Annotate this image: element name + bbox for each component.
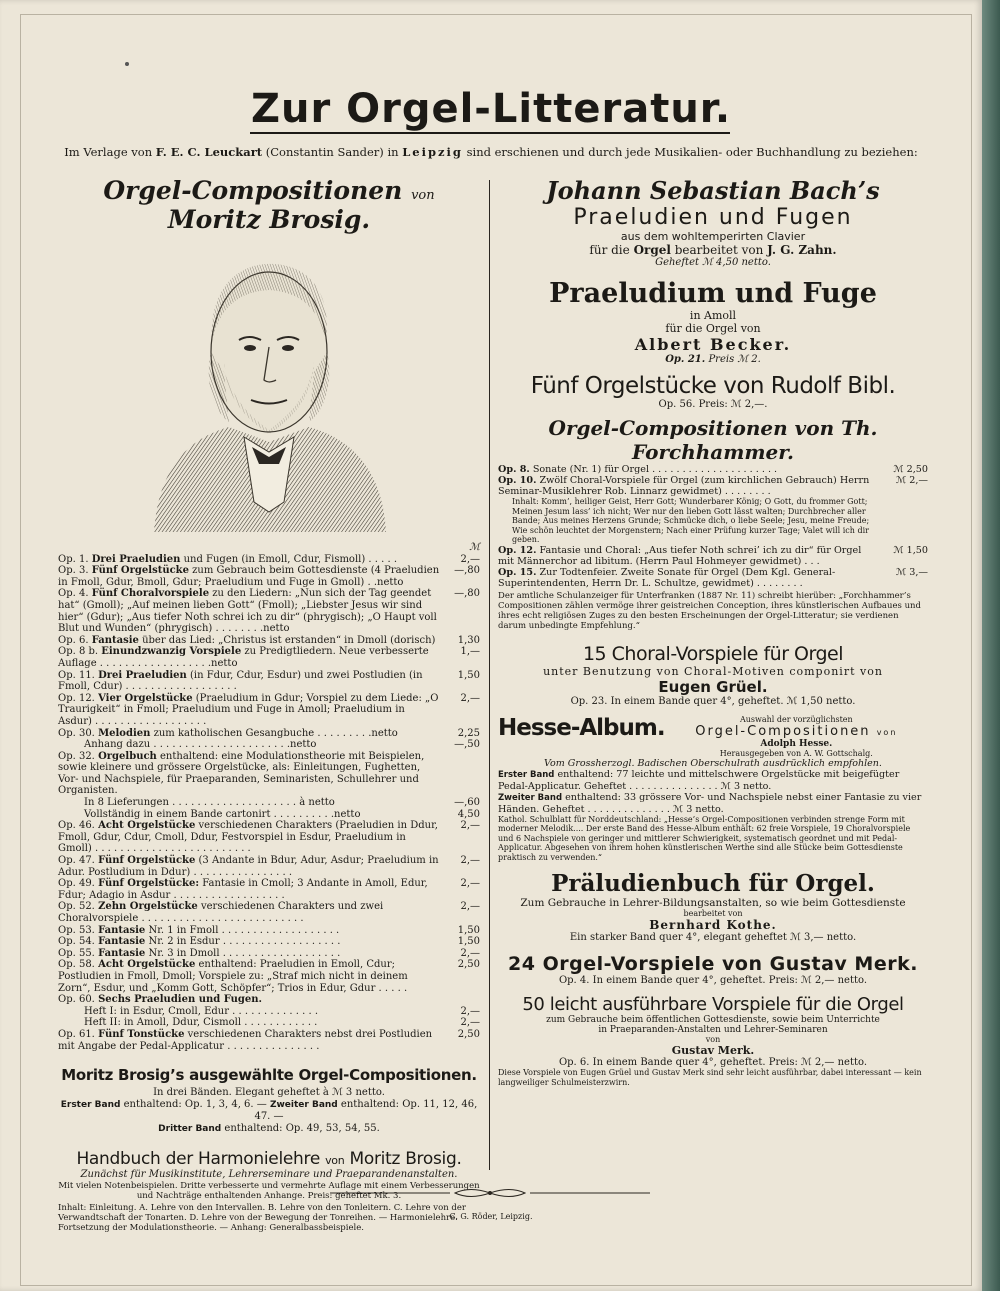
becker-author: Albert Becker. <box>634 335 792 354</box>
right-column <box>498 176 928 1088</box>
hesse-block <box>498 715 928 758</box>
work-desc: Nr. 3 in Dmoll . . . . . . . . . . . . . . . . . . . <box>148 947 341 959</box>
becker-l1: in Amoll <box>689 309 737 322</box>
work-text <box>58 994 440 1006</box>
selected-works-title: Moritz Brosig’s ausgewählte Orgel-Compositionen. <box>61 1066 477 1085</box>
work-opus: Op. 1. <box>58 553 89 565</box>
merk-line: Op. 4. In einem Bande quer 4°, geheftet. Preis: ℳ 2,— netto. <box>558 975 868 986</box>
kothe-l2: bearbeitet von <box>683 909 743 918</box>
forchhammer-item <box>498 475 928 497</box>
work-price: 1,50 <box>457 669 480 681</box>
brosig-work-row <box>58 565 480 588</box>
work-opus: Op. 52. <box>58 901 95 913</box>
forchhammer-title: Orgel-Compositionen von Th. Forchhammer. <box>548 416 878 464</box>
work-desc: Heft I: in Esdur, Cmoll, Edur . . . . . . . . . . . . . . <box>84 1005 318 1017</box>
fifty-note: Diese Vorspiele von Eugen Grüel und Gustav Merk sind sehr leicht ausführbar, dabei interessant — kein langweiliger Schulmeisterzwirn. <box>498 1068 922 1087</box>
work-price: 2,— <box>460 1005 480 1017</box>
selected-band1-label: Erster Band <box>60 1100 121 1111</box>
publisher-intro <box>0 145 982 159</box>
work-text <box>58 728 440 740</box>
work-opus: Op. 58. <box>58 959 95 971</box>
work-desc: enthaltend: Praeludien in Emoll, Cdur; Postludien in Fmoll, Dmoll; Vorspiele zu: „Straf mich nicht in deinem Zorn“, Esdur, und „Komm Gott, Schöpfer“; Trios in Edur, Gdur . . . . . <box>58 959 408 994</box>
forchhammer-desc: Zwölf Choral-Vorspiele für Orgel (zum kirchlichen Gebrauch) Herrn Seminar-Musiklehrer Rob. Linnarz gewidmet) . . . . . . . . <box>498 475 870 497</box>
forchhammer-item-text <box>498 545 880 567</box>
handbuch-inhalt: Inhalt: Einleitung. A. Lehre von den Intervallen. B. Lehre von den Tonleitern. C. Lehre von der Verwandtschaft der Tonarten. D. Lehre von der Bewegung der Tonreihen. — Harmonielehre. Fortsetzung der Modulationstheorie. — Anhang: Generalbassbeispiele. <box>58 1203 466 1234</box>
brosig-work-row <box>58 820 480 855</box>
brosig-portrait-engraving <box>134 242 404 532</box>
hesse-empfehlung: Vom Grossherzogl. Badischen Oberschulrath ausdrücklich empfohlen. <box>544 757 882 769</box>
bach-price: Geheftet ℳ 4,50 netto. <box>655 257 771 268</box>
kothe-author: Bernhard Kothe. <box>649 918 777 932</box>
becker-title: Praeludium und Fuge <box>549 278 877 309</box>
kothe-l1: Zum Gebrauche in Lehrer-Bildungsanstalten, so wie beim Gottesdienste <box>520 897 906 909</box>
work-price: —,60 <box>454 797 480 809</box>
column-divider <box>489 180 490 1170</box>
hesse-review: Kathol. Schulblatt für Norddeutschland: „Hesse’s Orgel-Compositionen verbinden strenge Form mit moderner Melodik.... Der erste Band des Hesse-Album enthält: 62 freie Vorspiele, 19 Choralvorspiele und 6 Nachspiele von geringer und mittlerer Schwierigkeit, systematisch geordnet und mit Pedal-Applicatur. Abgesehen von ihrem hohen künstlerischen Werthe sind alle Stücke beim Gottesdienste praktisch zu verwenden.“ <box>498 814 911 862</box>
work-text <box>58 739 440 751</box>
forchhammer-item-text <box>498 497 880 545</box>
gruel-title: 15 Choral-Vorspiele für Orgel <box>582 642 844 665</box>
work-price: 1,— <box>460 646 480 658</box>
brosig-heading-b: Moritz Brosig. <box>167 205 371 234</box>
work-price: 2,50 <box>457 959 480 971</box>
work-opus: Op. 47. <box>58 855 95 867</box>
forchhammer-item-text <box>498 464 880 475</box>
brosig-work-row <box>58 809 480 821</box>
work-desc: zum Gebrauch beim Gottesdienste (4 Praeludien in Fmoll, Gdur, Bmoll, Gdur; Praeludium und Fuge in Gmoll) . .netto <box>58 565 440 588</box>
hesse-band2 <box>498 792 928 815</box>
hesse-r1: Auswahl der vorzüglichsten <box>739 714 853 724</box>
price-column-mark: ℳ <box>469 542 480 553</box>
work-price: 2,50 <box>457 1028 480 1040</box>
work-price: 2,— <box>460 820 480 832</box>
work-name: Drei Praeludien <box>98 669 187 681</box>
work-opus: Op. 8 b. <box>58 646 99 658</box>
publisher-city: Leipzig <box>402 145 463 159</box>
work-desc: über das Lied: „Christus ist erstanden“ in Dmoll (dorisch) <box>142 634 436 646</box>
forchhammer-desc: Zur Todtenfeier. Zweite Sonate für Orgel (Dem Kgl. General-Superintendenten, Herrn Dr. L. Schultze, gewidmet) . . . . . . . . <box>498 566 836 589</box>
work-price: 1,50 <box>457 924 480 936</box>
publisher-name: F. E. C. Leuckart <box>155 145 263 159</box>
work-desc: (in Fdur, Cdur, Esdur) und zwei Postludien (in Fmoll, Cdur) . . . . . . . . . . . . . . . . . . <box>58 669 423 693</box>
selected-band2-label: Zweiter Band <box>269 1100 338 1111</box>
selected-works-bands-b <box>58 1123 480 1135</box>
selected-band3: enthaltend: Op. 49, 53, 54, 55. <box>221 1123 380 1135</box>
work-price: 2,— <box>460 692 480 704</box>
work-desc: zum katholischen Gesangbuche . . . . . . . . .netto <box>153 727 398 739</box>
work-desc: zu Predigtliedern. Neue verbesserte Auflage . . . . . . . . . . . . . . . . . .netto <box>58 646 429 669</box>
left-column <box>58 176 480 1233</box>
forchhammer-price: ℳ 2,— <box>895 475 928 486</box>
work-name: Fantasie <box>98 936 146 948</box>
gruel-author: Eugen Grüel. <box>658 677 768 696</box>
work-text <box>58 936 440 948</box>
work-opus: Op. 60. <box>58 994 95 1006</box>
work-price: —,80 <box>454 565 480 577</box>
work-name: Fünf Tonstücke <box>98 1028 185 1040</box>
forchhammer-desc: Sonate (Nr. 1) für Orgel . . . . . . . . . . . . . . . . . . . . . <box>532 464 778 475</box>
work-desc: Nr. 2 in Esdur . . . . . . . . . . . . . . . . . . . <box>148 936 341 948</box>
work-name: Fantasie <box>98 947 146 959</box>
bach-sub1: Praeludien und Fugen <box>573 205 853 230</box>
work-opus: Op. 55. <box>58 947 95 959</box>
work-desc: Heft II: in Amoll, Ddur, Cismoll . . . . . . . . . . . . <box>84 1017 318 1029</box>
work-desc: (3 Andante in Bdur, Adur, Asdur; Praeludium in Adur. Postludium in Ddur) . . . . . . . . . . . . . . . . <box>58 855 439 878</box>
brosig-work-row <box>58 554 480 566</box>
work-desc: zu den Liedern: „Nun sich der Tag geendet hat“ (Gmoll); „Auf meinen lieben Gott“ (Fmoll); „Liebster Jesus wir sind hier“ (Gdur); „Aus tiefer Noth schrei ich zu dir“ (phrygisch); „O Haupt voll Blut und Wunden“ (phrygisch) . . . . . . . .netto <box>58 588 437 635</box>
work-text <box>58 670 440 693</box>
work-price: 2,— <box>460 855 480 867</box>
handbuch-title-von: von <box>325 1154 345 1168</box>
handbuch-title <box>58 1149 480 1169</box>
work-name: Fünf Choralvorspiele <box>91 588 210 600</box>
bach-sub3-mid: bearbeitet von <box>670 243 768 257</box>
brosig-work-row <box>58 751 480 797</box>
fifty-l3: von <box>705 1035 721 1044</box>
work-opus: Op. 54. <box>58 936 95 948</box>
work-opus: Op. 12. <box>58 692 95 704</box>
binding-edge <box>982 0 1000 1291</box>
bach-sub3-pre: für die <box>589 243 634 257</box>
brosig-work-row <box>58 959 480 994</box>
brosig-work-row <box>58 925 480 937</box>
work-desc: (Praeludium in Gdur; Vorspiel zu dem Liede: „O Traurigkeit“ in Fmoll; Praeludium und Fuge in Amoll; Praeludium in Asdur) . . . . . . . . . . . . . . . . . . <box>58 692 439 727</box>
forchhammer-item-text <box>498 475 880 497</box>
brosig-work-row <box>58 901 480 924</box>
hesse-r2-von: von <box>876 727 898 737</box>
fifty-author: Gustav Merk. <box>671 1044 755 1057</box>
forchhammer-price: ℳ 1,50 <box>893 544 928 556</box>
selected-band1: enthaltend: Op. 1, 3, 4, 6. — <box>120 1099 270 1111</box>
forchhammer-item <box>498 497 928 545</box>
bach-sub2: aus dem wohltemperirten Clavier <box>620 230 806 243</box>
work-text <box>58 948 440 960</box>
handbuch-title-b: Moritz Brosig. <box>349 1149 462 1170</box>
work-price: 2,— <box>460 947 480 959</box>
hesse-heading-right <box>665 715 928 758</box>
selected-works-line: In drei Bänden. Elegant geheftet à ℳ 3 netto. <box>153 1087 385 1099</box>
ornamental-fleuron <box>330 1186 650 1200</box>
hesse-band1-text: enthaltend: 77 leichte und mittelschwere Orgelstücke mit beigefügter Pedal-Applicatur. Geheftet . . . . . . . . . . . . . . . ℳ 3 netto. <box>498 768 900 792</box>
work-price <box>440 751 480 797</box>
bach-sub3-organ: Orgel <box>633 243 671 257</box>
work-price: —,50 <box>454 739 480 751</box>
work-text <box>58 554 440 566</box>
bibl-title: Fünf Orgelstücke von Rudolf Bibl. <box>530 373 896 399</box>
work-name: Acht Orgelstücke <box>98 820 196 832</box>
work-opus: Op. 32. <box>58 750 95 762</box>
becker-l2: für die Orgel von <box>665 322 761 335</box>
forchhammer-desc: Inhalt: Komm’, heiliger Geist, Herr Gott; Wunderbarer König; O Gott, du frommer Gott; Meinen Jesum lass’ ich nicht; Wer nur den lieben Gott lässt walten; Durchbrecher aller Bande; Aus meines Herzens Grunde; Schmücke dich, o liebe Seele; Jesu, meine Freude; Wie schön leuchtet der Morgenstern; Nach einer Prüfung kurzer Tage; Valet will ich dir geben. <box>512 497 870 544</box>
brosig-heading-a: Orgel-Compositionen <box>103 176 403 205</box>
work-desc: enthaltend: eine Modulationstheorie mit Beispielen, sowie kleinere und grössere Orgelstücke, als: Einleitungen, Fughetten, Vor- und Nachspiele, für Praeparanden, Seminaristen, Schullehrer und Organisten. <box>58 750 425 797</box>
selected-band3-label: Dritter Band <box>158 1124 222 1135</box>
work-opus: Op. 3. <box>58 565 89 577</box>
work-text <box>58 565 440 588</box>
work-price: 1,50 <box>457 936 480 948</box>
brosig-work-row <box>58 646 480 669</box>
work-desc: In 8 Lieferungen . . . . . . . . . . . . . . . . . . . . à netto <box>84 797 335 809</box>
work-opus: Op. 49. <box>58 878 95 890</box>
work-opus: Op. 53. <box>58 924 95 936</box>
work-desc: Anhang dazu . . . . . . . . . . . . . . . . . . . . . .netto <box>84 739 317 751</box>
brosig-work-row <box>58 1017 480 1029</box>
work-text <box>58 1029 440 1052</box>
work-opus: Op. 6. <box>58 634 89 646</box>
paper-speck <box>125 62 129 66</box>
title-rule <box>250 132 730 134</box>
intro-post: sind erschienen und durch jede Musikalien- oder Buchhandlung zu beziehen: <box>462 145 918 159</box>
hesse-band2-label: Zweiter Band <box>498 792 563 803</box>
work-text <box>58 901 440 924</box>
fifty-line: Op. 6. In einem Bande quer 4°, geheftet. Preis: ℳ 2,— netto. <box>558 1057 868 1068</box>
work-text <box>58 820 440 855</box>
work-price: 1,30 <box>457 634 480 646</box>
hesse-band1 <box>498 769 928 792</box>
brosig-heading <box>58 176 480 234</box>
brosig-work-row <box>58 797 480 809</box>
work-text <box>58 1006 440 1018</box>
work-desc: verschiedenen Charakters (Praeludien in Ddur, Fmoll, Gdur, Cdur, Cmoll, Ddur, Festvorspiel in Esdur, Praeludium in Gmoll) . . . . . . . . . . . . . . . . . . . . . . . . . <box>58 820 438 855</box>
publisher-rest: (Constantin Sander) in <box>262 145 403 159</box>
work-text <box>58 878 440 901</box>
forchhammer-price: ℳ 2,50 <box>893 464 928 475</box>
bach-sub3 <box>498 243 928 257</box>
work-text <box>58 751 440 797</box>
forchhammer-item-text <box>498 567 880 589</box>
hesse-title: Hesse-Album. <box>498 714 665 741</box>
work-name: Acht Orgelstücke <box>98 959 196 971</box>
work-opus: Op. 30. <box>58 727 95 739</box>
forchhammer-desc: Fantasie und Choral: „Aus tiefer Noth schrei’ ich zu dir“ für Orgel mit Männerchor ad libitum. (Herrn Paul Hohmeyer gewidmet) . . . <box>498 544 862 567</box>
brosig-work-row <box>58 948 480 960</box>
work-name: Vier Orgelstücke <box>98 692 193 704</box>
hesse-band1-label: Erster Band <box>498 769 555 780</box>
work-text <box>58 925 440 937</box>
work-text <box>58 959 440 994</box>
forchhammer-opus: Op. 12. <box>498 544 537 556</box>
work-name: Fünf Orgelstücke <box>98 855 196 867</box>
work-text <box>58 1017 440 1029</box>
work-text <box>58 855 440 878</box>
work-price <box>440 994 480 1006</box>
brosig-work-row <box>58 855 480 878</box>
forchhammer-price: ℳ 3,— <box>895 566 928 578</box>
becker-op-line <box>498 354 928 365</box>
work-name: Einundzwanzig Vorspiele <box>101 646 242 658</box>
merk-title: 24 Orgel-Vorspiele von Gustav Merk. <box>508 953 918 975</box>
brosig-work-row <box>58 1006 480 1018</box>
work-name: Sechs Praeludien und Fugen. <box>98 994 263 1006</box>
work-price: 2,— <box>460 553 480 565</box>
work-name: Fünf Orgelstücke <box>91 565 189 577</box>
fifty-title: 50 leicht ausführbare Vorspiele für die Orgel <box>522 994 904 1015</box>
gruel-l1: unter Benutzung von Choral-Motiven componirt von <box>543 664 883 678</box>
forchhammer-opus: Op. 15. <box>498 566 537 578</box>
handbuch-title-a: Handbuch der Harmonielehre <box>76 1149 320 1170</box>
forchhammer-review: Der amtliche Schulanzeiger für Unterfranken (1887 Nr. 11) schreibt hierüber: „Forchhammer’s Compositionen zählen vermöge ihrer geistreichen Conception, ihres künstlerischen Aufbaues und ihres echt religiösen Zuges zu den besten Erscheinungen der Orgel-Litteratur; sie verdienen darum unbedingte Empfehlung.“ <box>498 590 921 631</box>
bach-author: J. G. Zahn. <box>767 243 837 257</box>
hesse-r2-line <box>665 724 928 739</box>
brosig-work-row <box>58 739 480 751</box>
work-price: 2,— <box>460 901 480 913</box>
work-name: Orgelbuch <box>98 750 157 762</box>
work-desc: verschiedenen Charakters nebst drei Postludien mit Angabe der Pedal-Applicatur . . . . . . . . . . . . . . . <box>58 1028 433 1052</box>
work-price: 2,— <box>460 878 480 890</box>
brosig-works-list <box>58 542 480 1052</box>
intro-pre: Im Verlage von <box>64 145 156 159</box>
hesse-r4: Herausgegeben von A. W. Gottschalg. <box>719 748 873 758</box>
forchhammer-opus: Op. 8. <box>498 464 530 475</box>
forchhammer-opus: Op. 10. <box>498 475 537 486</box>
work-name: Fantasie <box>91 634 139 646</box>
brosig-work-row <box>58 635 480 647</box>
selected-works-bands-a <box>58 1099 480 1123</box>
forchhammer-list <box>498 464 928 589</box>
forchhammer-item <box>498 545 928 567</box>
work-desc: und Fugen (in Emoll, Cdur, Fismoll) . . . . . <box>183 553 398 565</box>
work-name: Fantasie <box>98 924 146 936</box>
printer-credit: C. G. Röder, Leipzig. <box>449 1212 533 1221</box>
brosig-work-row <box>58 728 480 740</box>
brosig-work-row <box>58 1029 480 1052</box>
page-title: Zur Orgel-Litteratur. <box>250 86 732 132</box>
work-name: Fünf Orgelstücke: <box>98 878 200 890</box>
work-price: 2,— <box>460 1017 480 1029</box>
gruel-line: Op. 23. In einem Bande quer 4°, geheftet. ℳ 1,50 netto. <box>570 695 856 707</box>
work-opus: Op. 46. <box>58 820 95 832</box>
selected-band2: enthaltend: Op. 11, 12, 46, 47. — <box>254 1099 478 1123</box>
bach-title: Johann Sebastian Bach’s <box>546 176 880 205</box>
work-price: 2,25 <box>457 727 480 739</box>
becker-op: Op. 21. <box>665 354 706 365</box>
bibl-line: Op. 56. Preis: ℳ 2,—. <box>658 399 768 410</box>
work-price: 4,50 <box>457 808 480 820</box>
work-opus: Op. 61. <box>58 1028 95 1040</box>
brosig-work-row <box>58 936 480 948</box>
work-name: Melodien <box>98 727 151 739</box>
hesse-band2-text: enthaltend: 33 grössere Vor- und Nachspiele nebst einer Fantasie zu vier Händen. Geheftet . . . . . . . . . . . . . . ℳ 3 netto. <box>498 791 922 815</box>
work-desc: Nr. 1 in Fmoll . . . . . . . . . . . . . . . . . . . <box>148 924 340 936</box>
handbuch-sub: Zunächst für Musikinstitute, Lehrerseminare und Praeparandenanstalten. <box>80 1169 458 1181</box>
brosig-work-row <box>58 878 480 901</box>
forchhammer-price <box>880 497 928 545</box>
work-text <box>58 693 440 728</box>
forchhammer-item <box>498 464 928 475</box>
kothe-title: Präludienbuch für Orgel. <box>551 870 875 897</box>
work-name: Drei Praeludien <box>91 553 181 565</box>
work-name: Zehn Orgelstücke <box>98 901 198 913</box>
work-desc: Fantasie in Cmoll; 3 Andante in Amoll, Edur, Fdur; Adagio in Asdur . . . . . . . . . . . . . . . . . . <box>58 878 428 901</box>
fifty-l2: in Praeparanden-Anstalten und Lehrer-Seminaren <box>598 1025 828 1035</box>
work-desc: verschiedenen Charakters und zwei Choralvorspiele . . . . . . . . . . . . . . . . . . . . . . . . . . <box>58 901 384 924</box>
brosig-heading-von: von <box>411 188 435 203</box>
work-opus: Op. 4. <box>58 588 89 600</box>
brosig-work-row <box>58 693 480 728</box>
brosig-work-row <box>58 588 480 634</box>
brosig-work-row <box>58 994 480 1006</box>
work-text <box>58 588 440 634</box>
work-text <box>58 635 440 647</box>
becker-price: Preis ℳ 2. <box>708 354 761 365</box>
work-text <box>58 646 440 669</box>
brosig-work-row <box>58 670 480 693</box>
kothe-line: Ein starker Band quer 4°, elegant geheftet ℳ 3,— netto. <box>569 932 857 943</box>
work-desc: Vollständig in einem Bande cartonirt . . . . . . . . . .netto <box>84 808 361 820</box>
work-text <box>58 809 440 821</box>
work-text <box>58 797 440 809</box>
handbuch-line: Mit vielen Notenbeispielen. Dritte verbesserte und vermehrte Auflage mit einem Verbesserungen und Nachträge enthaltenden Anhange. Preis: geheftet Mk. 3. <box>58 1181 480 1202</box>
hesse-r2: Orgel-Compositionen <box>695 723 871 739</box>
fifty-l1: zum Gebrauche beim öffentlichen Gottesdienste, sowie beim Unterrichte <box>546 1015 880 1025</box>
forchhammer-item <box>498 567 928 589</box>
hesse-r3: Adolph Hesse. <box>760 738 833 749</box>
work-opus: Op. 11. <box>58 669 95 681</box>
work-price: —,80 <box>454 588 480 600</box>
